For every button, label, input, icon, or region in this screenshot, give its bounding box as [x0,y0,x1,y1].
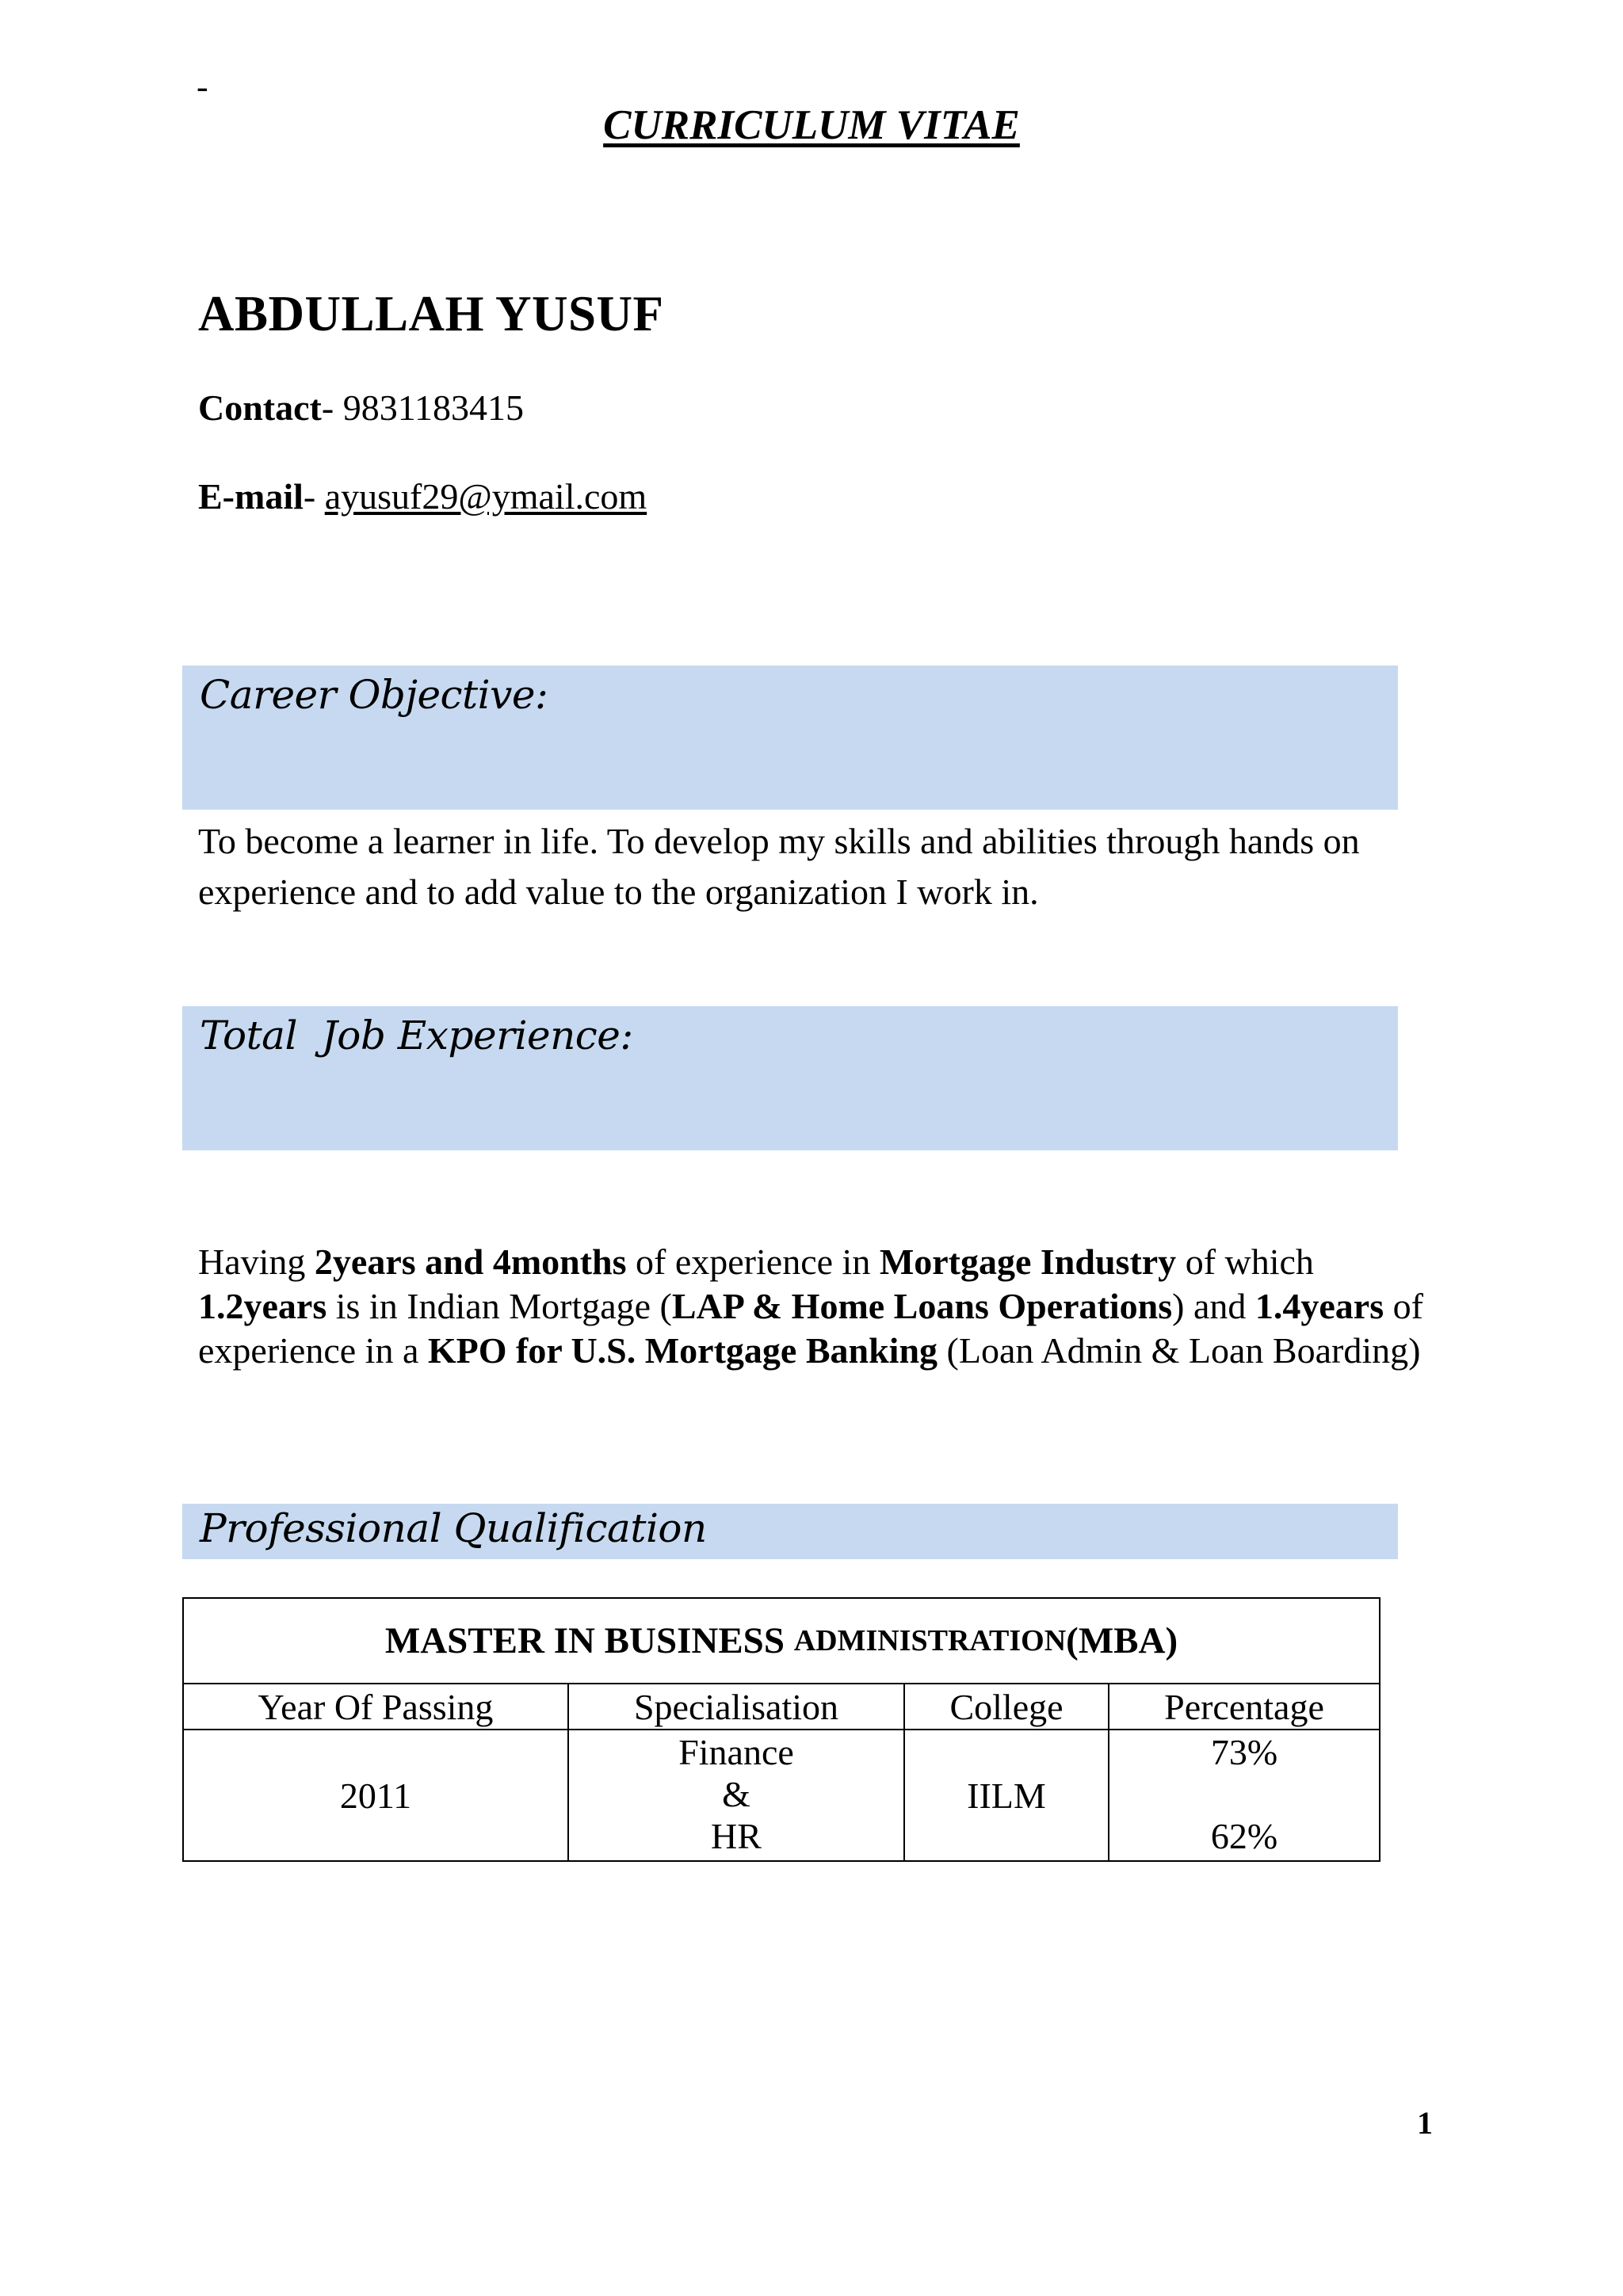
career-objective-text: To become a learner in life. To develop my skills and abilities through hands on experience and to add value to the organization I work in. [198,821,1360,912]
experience-highlight: 2years and 4months [314,1241,627,1282]
cell-percentage [1109,1730,1379,1860]
document-title: CURRICULUM VITAE [603,102,1020,148]
cell-year [184,1730,569,1860]
dash-mark: - [197,67,208,106]
table-header-row [184,1684,1379,1730]
experience-highlight: 1.2years [198,1286,327,1326]
experience-highlight: KPO for U.S. Mortgage Banking [427,1330,938,1371]
page-number: 1 [1417,2105,1433,2141]
experience-segment: (Loan Admin & Loan Boarding) [938,1330,1421,1371]
column-header-specialisation: Specialisation [569,1684,905,1729]
experience-segment: ) and [1172,1286,1255,1326]
table-row [184,1730,1379,1860]
table-title-part2: ADMINISTRATION [793,1624,1067,1657]
experience-segment: of experience in a [198,1286,1423,1371]
percentage-value: 73% [1210,1732,1278,1772]
career-objective-band [182,666,1398,810]
column-header-percentage: Percentage [1164,1687,1324,1727]
career-objective-heading: Career Objective: [200,672,548,718]
experience-highlight: LAP & Home Loans Operations [671,1286,1173,1326]
percentage-value: 62% [1210,1816,1278,1856]
experience-highlight: Mortgage Industry [879,1241,1177,1282]
professional-qualification-heading: Professional Qualification [200,1505,707,1551]
column-header-year: Year Of Passing [184,1684,569,1729]
experience-segment: of experience in [626,1241,880,1282]
experience-segment: is in Indian Mortgage ( [327,1286,672,1326]
cell-college [905,1730,1109,1860]
year-value: 2011 [339,1775,412,1816]
specialisation-line: HR [711,1816,762,1856]
job-experience-heading: Total Job Experience: [200,1013,633,1058]
professional-qualification-band [182,1504,1398,1559]
email-link[interactable]: ayusuf29@ymail.com [324,476,647,517]
specialisation-line: Finance [678,1732,794,1772]
job-experience-text [198,1240,1450,1373]
contact-number: 9831183415 [342,387,524,428]
table-title [184,1599,1379,1684]
candidate-name: ABDULLAH YUSUF [198,286,664,341]
contact-line [198,387,524,429]
email-label: E-mail [198,476,304,517]
email-line [198,475,647,517]
contact-separator: - [321,387,343,428]
college-value: IILM [967,1775,1046,1816]
table-title-part1: MASTER IN BUSINESS [384,1620,785,1661]
specialisation-line: & [722,1774,750,1814]
experience-segment: Having [198,1241,315,1282]
column-header-college: College [905,1684,1109,1729]
experience-highlight: 1.4years [1254,1286,1384,1326]
experience-segment: of which [1176,1241,1314,1282]
job-experience-band [182,1006,1398,1150]
cell-specialisation [569,1730,905,1860]
contact-label: Contact [198,387,322,428]
email-separator: - [303,476,325,517]
table-title-part3: (MBA) [1066,1620,1178,1661]
qualification-table [182,1597,1381,1862]
